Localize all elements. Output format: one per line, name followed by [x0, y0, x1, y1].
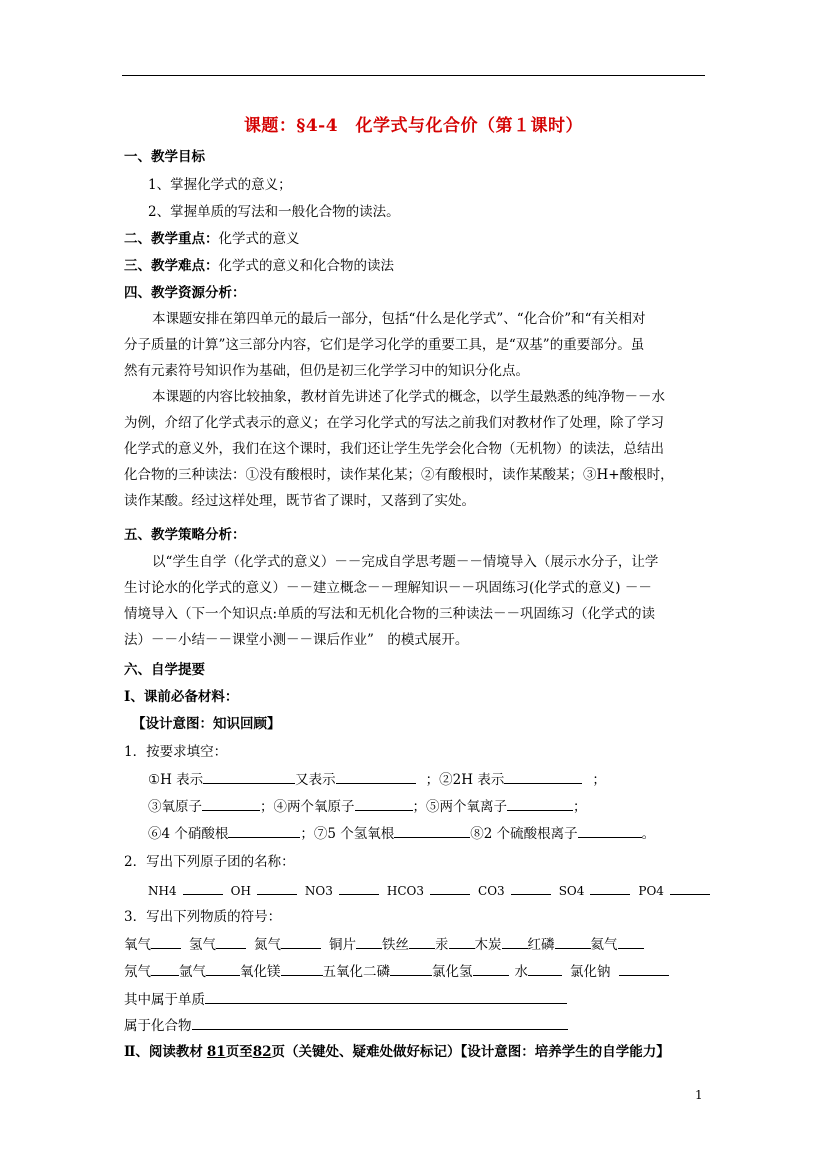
substance-label: 水	[514, 964, 528, 980]
text-line: 化学式的意义外，我们在这个课时，我们还让学生先学会化合物（无机物）的读法，总结出	[124, 441, 664, 457]
answer-blank[interactable]	[336, 770, 416, 784]
answer-blank[interactable]	[430, 881, 470, 895]
answer-blank[interactable]	[409, 935, 435, 949]
answer-blank[interactable]	[151, 962, 179, 976]
question-3-heading: 3．写出下列物质的符号：	[124, 909, 282, 925]
answer-blank[interactable]	[257, 881, 297, 895]
question-3-row-1	[124, 935, 644, 954]
question-1-row-3	[148, 824, 655, 843]
answer-blank[interactable]	[355, 797, 413, 811]
substance-label: 铁丝	[382, 937, 409, 953]
blank-label: ；	[573, 799, 587, 815]
substance-label: 木炭	[474, 937, 502, 953]
radical-label: OH	[230, 884, 251, 898]
blank-label: 又表示	[295, 772, 336, 788]
question-1-heading: 1．按要求填空：	[124, 744, 228, 760]
strategy-paragraph	[124, 549, 706, 653]
text-line: 本课题安排在第四单元的最后一部分，包括“什么是化学式”、“化合价”和“有关相对	[152, 311, 646, 327]
substance-label: 五氧化二磷	[322, 964, 390, 980]
substance-label: 氯化钠	[570, 964, 611, 980]
blank-label: ③氧原子	[148, 799, 202, 815]
answer-blank[interactable]	[619, 962, 669, 976]
answer-blank[interactable]	[504, 770, 582, 784]
key-points-text: 化学式的意义	[218, 231, 300, 247]
reading-label: 页至	[225, 1044, 253, 1060]
substance-label: 红磷	[527, 937, 555, 953]
radical-label: PO4	[638, 884, 664, 898]
answer-blank[interactable]	[618, 935, 644, 949]
radical-label: CO3	[478, 884, 505, 898]
section-difficulties	[124, 257, 394, 275]
section-resources-heading: 四、教学资源分析：	[124, 285, 246, 301]
answer-blank[interactable]	[590, 881, 630, 895]
answer-blank[interactable]	[528, 962, 562, 976]
substance-label: 氧化镁	[240, 964, 281, 980]
answer-blank[interactable]	[183, 881, 223, 895]
text-line: 化合物的三种读法：①没有酸根时，读作某化某；②有酸根时，读作某酸某；③H+酸根时，	[124, 467, 674, 483]
answer-blank[interactable]	[192, 1016, 568, 1030]
section-key-points	[124, 230, 300, 248]
difficulties-text: 化学式的意义和化合物的读法	[218, 258, 394, 274]
answer-blank[interactable]	[511, 881, 551, 895]
section-strategy-heading: 五、教学策略分析：	[124, 527, 246, 543]
question-2-row	[148, 881, 710, 900]
text-line: 分子质量的计算”这三部分内容，它们是学习化学的重要工具，是“双基”的重要部分。虽	[124, 337, 645, 353]
answer-blank[interactable]	[216, 935, 246, 949]
text-line: 本课题的内容比较抽象，教材首先讲述了化学式的概念，以学生最熟悉的纯净物－－水	[152, 389, 665, 405]
blank-label: ；⑤两个氧离子	[412, 799, 507, 815]
answer-blank[interactable]	[670, 881, 710, 895]
pre-class-materials-heading: Ⅰ、课前必备材料：	[124, 689, 239, 705]
answer-blank[interactable]	[202, 797, 260, 811]
blank-label: ；	[592, 772, 606, 788]
answer-blank[interactable]	[507, 797, 573, 811]
end-page-number: 82	[252, 1044, 272, 1060]
blank-label: ⑧2 个硫酸根离子	[470, 826, 578, 842]
blank-label: ⑥4 个硝酸根	[148, 826, 229, 842]
header-rule	[122, 75, 705, 76]
question-1-row-2	[148, 797, 587, 816]
question-1-row-1	[148, 770, 606, 789]
resources-paragraph-1	[124, 306, 706, 384]
radical-label: NH4	[148, 884, 177, 898]
section-self-study-heading: 六、自学提要	[124, 662, 205, 678]
key-points-heading: 二、教学重点：	[124, 231, 219, 247]
reading-assignment	[124, 1043, 670, 1061]
answer-blank[interactable]	[473, 962, 509, 976]
text-line: 然有元素符号知识作为基础，但仍是初三化学学习中的知识分化点。	[124, 363, 529, 379]
section-objectives-heading: 一、教学目标	[124, 149, 205, 165]
text-line: 以“学生自学（化学式的意义）－－完成自学思考题－－情境导入（展示水分子，让学	[152, 554, 659, 570]
resources-paragraph-2	[124, 384, 706, 514]
objective-item-2: 2、掌握单质的写法和一般化合物的读法。	[148, 204, 400, 220]
substance-label: 铜片	[329, 937, 356, 953]
blank-label: ；④两个氧原子	[260, 799, 355, 815]
text-line: 读作某酸。经过这样处理，既节省了课时，又落到了实处。	[124, 493, 475, 509]
answer-blank[interactable]	[151, 935, 181, 949]
answer-blank[interactable]	[203, 770, 295, 784]
substance-label: 氖气	[124, 964, 151, 980]
answer-blank[interactable]	[390, 962, 432, 976]
answer-blank[interactable]	[394, 824, 470, 838]
page-number: 1	[695, 1088, 703, 1102]
objective-item-1: 1、掌握化学式的意义；	[148, 177, 292, 193]
answer-blank[interactable]	[205, 990, 567, 1004]
radical-label: NO3	[304, 884, 333, 898]
text-line: 情境导入（下一个知识点:单质的写法和无机化合物的三种读法－－巩固练习（化学式的读	[124, 606, 656, 622]
substance-label: 氯化氢	[432, 964, 473, 980]
design-intent-review: 【设计意图：知识回顾】	[132, 716, 281, 732]
answer-blank[interactable]	[228, 824, 300, 838]
substance-label: 氧气	[124, 937, 151, 953]
text-line: 为例，介绍了化学式表示的意义；在学习化学式的写法之前我们对教材作了处理，除了学习	[124, 415, 664, 431]
single-substance-row	[124, 990, 567, 1009]
answer-blank[interactable]	[281, 962, 323, 976]
lesson-title: 课题：§4-4 化学式与化合价（第１课时）	[243, 116, 584, 136]
answer-blank[interactable]	[578, 824, 642, 838]
blank-label: ①H 表示	[148, 772, 204, 788]
answer-blank[interactable]	[555, 935, 591, 949]
blank-label: ；②2H 表示	[425, 772, 505, 788]
substance-label: 氩气	[179, 964, 206, 980]
substance-label: 汞	[435, 937, 449, 953]
answer-blank[interactable]	[339, 881, 379, 895]
blank-label: 。	[641, 826, 656, 842]
compound-label: 属于化合物	[124, 1018, 192, 1034]
substance-label: 氢气	[189, 937, 216, 953]
radical-label: SO4	[558, 884, 585, 898]
reading-label: Ⅱ、阅读教材	[124, 1044, 203, 1060]
substance-label: 氦气	[590, 937, 618, 953]
text-line: 法）－－小结－－课堂小测－－课后作业” 的模式展开。	[124, 632, 469, 648]
answer-blank[interactable]	[206, 962, 240, 976]
question-2-heading: 2．写出下列原子团的名称：	[124, 854, 295, 870]
difficulties-heading: 三、教学难点：	[124, 258, 219, 274]
answer-blank[interactable]	[502, 935, 528, 949]
reading-label: 页（关键处、疑难处做好标记）【设计意图：培养学生的自学能力】	[271, 1044, 670, 1060]
radical-label: HCO3	[386, 884, 425, 898]
single-substance-label: 其中属于单质	[124, 992, 205, 1008]
answer-blank[interactable]	[449, 935, 475, 949]
start-page-number: 81	[206, 1044, 226, 1060]
substance-label: 氮气	[254, 937, 281, 953]
blank-label: ；⑦5 个氢氧根	[300, 826, 395, 842]
text-line: 生讨论水的化学式的意义）－－建立概念－－理解知识－－巩固练习(化学式的意义) －－	[124, 580, 652, 596]
question-3-row-2	[124, 962, 669, 981]
answer-blank[interactable]	[356, 935, 382, 949]
compound-row	[124, 1016, 568, 1035]
answer-blank[interactable]	[281, 935, 321, 949]
